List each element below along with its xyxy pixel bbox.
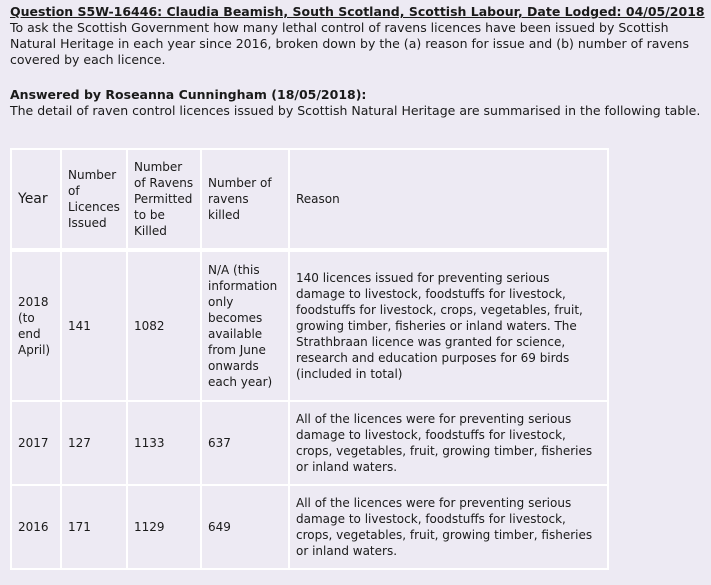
cell-licences-issued: 127 <box>62 402 128 486</box>
cell-ravens-killed: 649 <box>202 486 290 570</box>
header-ravens-killed: Number of ravens killed <box>202 148 290 250</box>
table-header-row <box>10 148 609 250</box>
cell-ravens-permitted: 1082 <box>128 250 202 402</box>
table-row <box>10 486 609 570</box>
cell-ravens-killed: N/A (this information only becomes available from June onwards each year) <box>202 250 290 402</box>
cell-ravens-permitted: 1133 <box>128 402 202 486</box>
cell-year: 2018 (to end April) <box>10 250 62 402</box>
parliamentary-question <box>0 0 711 119</box>
header-year: Year <box>10 148 62 250</box>
cell-ravens-killed: 637 <box>202 402 290 486</box>
cell-ravens-permitted: 1129 <box>128 486 202 570</box>
cell-reason: All of the licences were for preventing serious damage to livestock, foodstuffs for livestock, crops, vegetables, fruit, growing timber, fisheries or inland waters. <box>290 486 609 570</box>
cell-reason: 140 licences issued for preventing serious damage to livestock, foodstuffs for livestock, foodstuffs for livestock, crops, vegetables, fruit, growing timber, fisheries or inland waters. The Strathbraan licence was granted for science, research and education purposes for 69 birds (included in total) <box>290 250 609 402</box>
table-row <box>10 402 609 486</box>
question-text: To ask the Scottish Government how many lethal control of ravens licences have been issued by Scottish Natural Heritage in each year since 2016, broken down by the (a) reason for issue and (b) number of ravens covered by each licence. <box>10 20 689 67</box>
header-licences-issued: Number of Licences Issued <box>62 148 128 250</box>
cell-reason: All of the licences were for preventing serious damage to livestock, foodstuffs for livestock, crops, vegetables, fruit, growing timber, fisheries or inland waters. <box>290 402 609 486</box>
cell-year: 2017 <box>10 402 62 486</box>
table-row <box>10 250 609 402</box>
header-ravens-permitted: Number of Ravens Permitted to be Killed <box>128 148 202 250</box>
header-reason: Reason <box>290 148 609 250</box>
cell-licences-issued: 141 <box>62 250 128 402</box>
cell-year: 2016 <box>10 486 62 570</box>
question-title: Question S5W-16446: Claudia Beamish, South Scotland, Scottish Labour, Date Lodged: 04/05/2018 <box>10 4 705 19</box>
cell-licences-issued: 171 <box>62 486 128 570</box>
answer-title: Answered by Roseanna Cunningham (18/05/2018): <box>10 87 367 102</box>
raven-licences-table <box>10 148 609 570</box>
answer-text: The detail of raven control licences issued by Scottish Natural Heritage are summarised in the following table. <box>10 103 701 118</box>
